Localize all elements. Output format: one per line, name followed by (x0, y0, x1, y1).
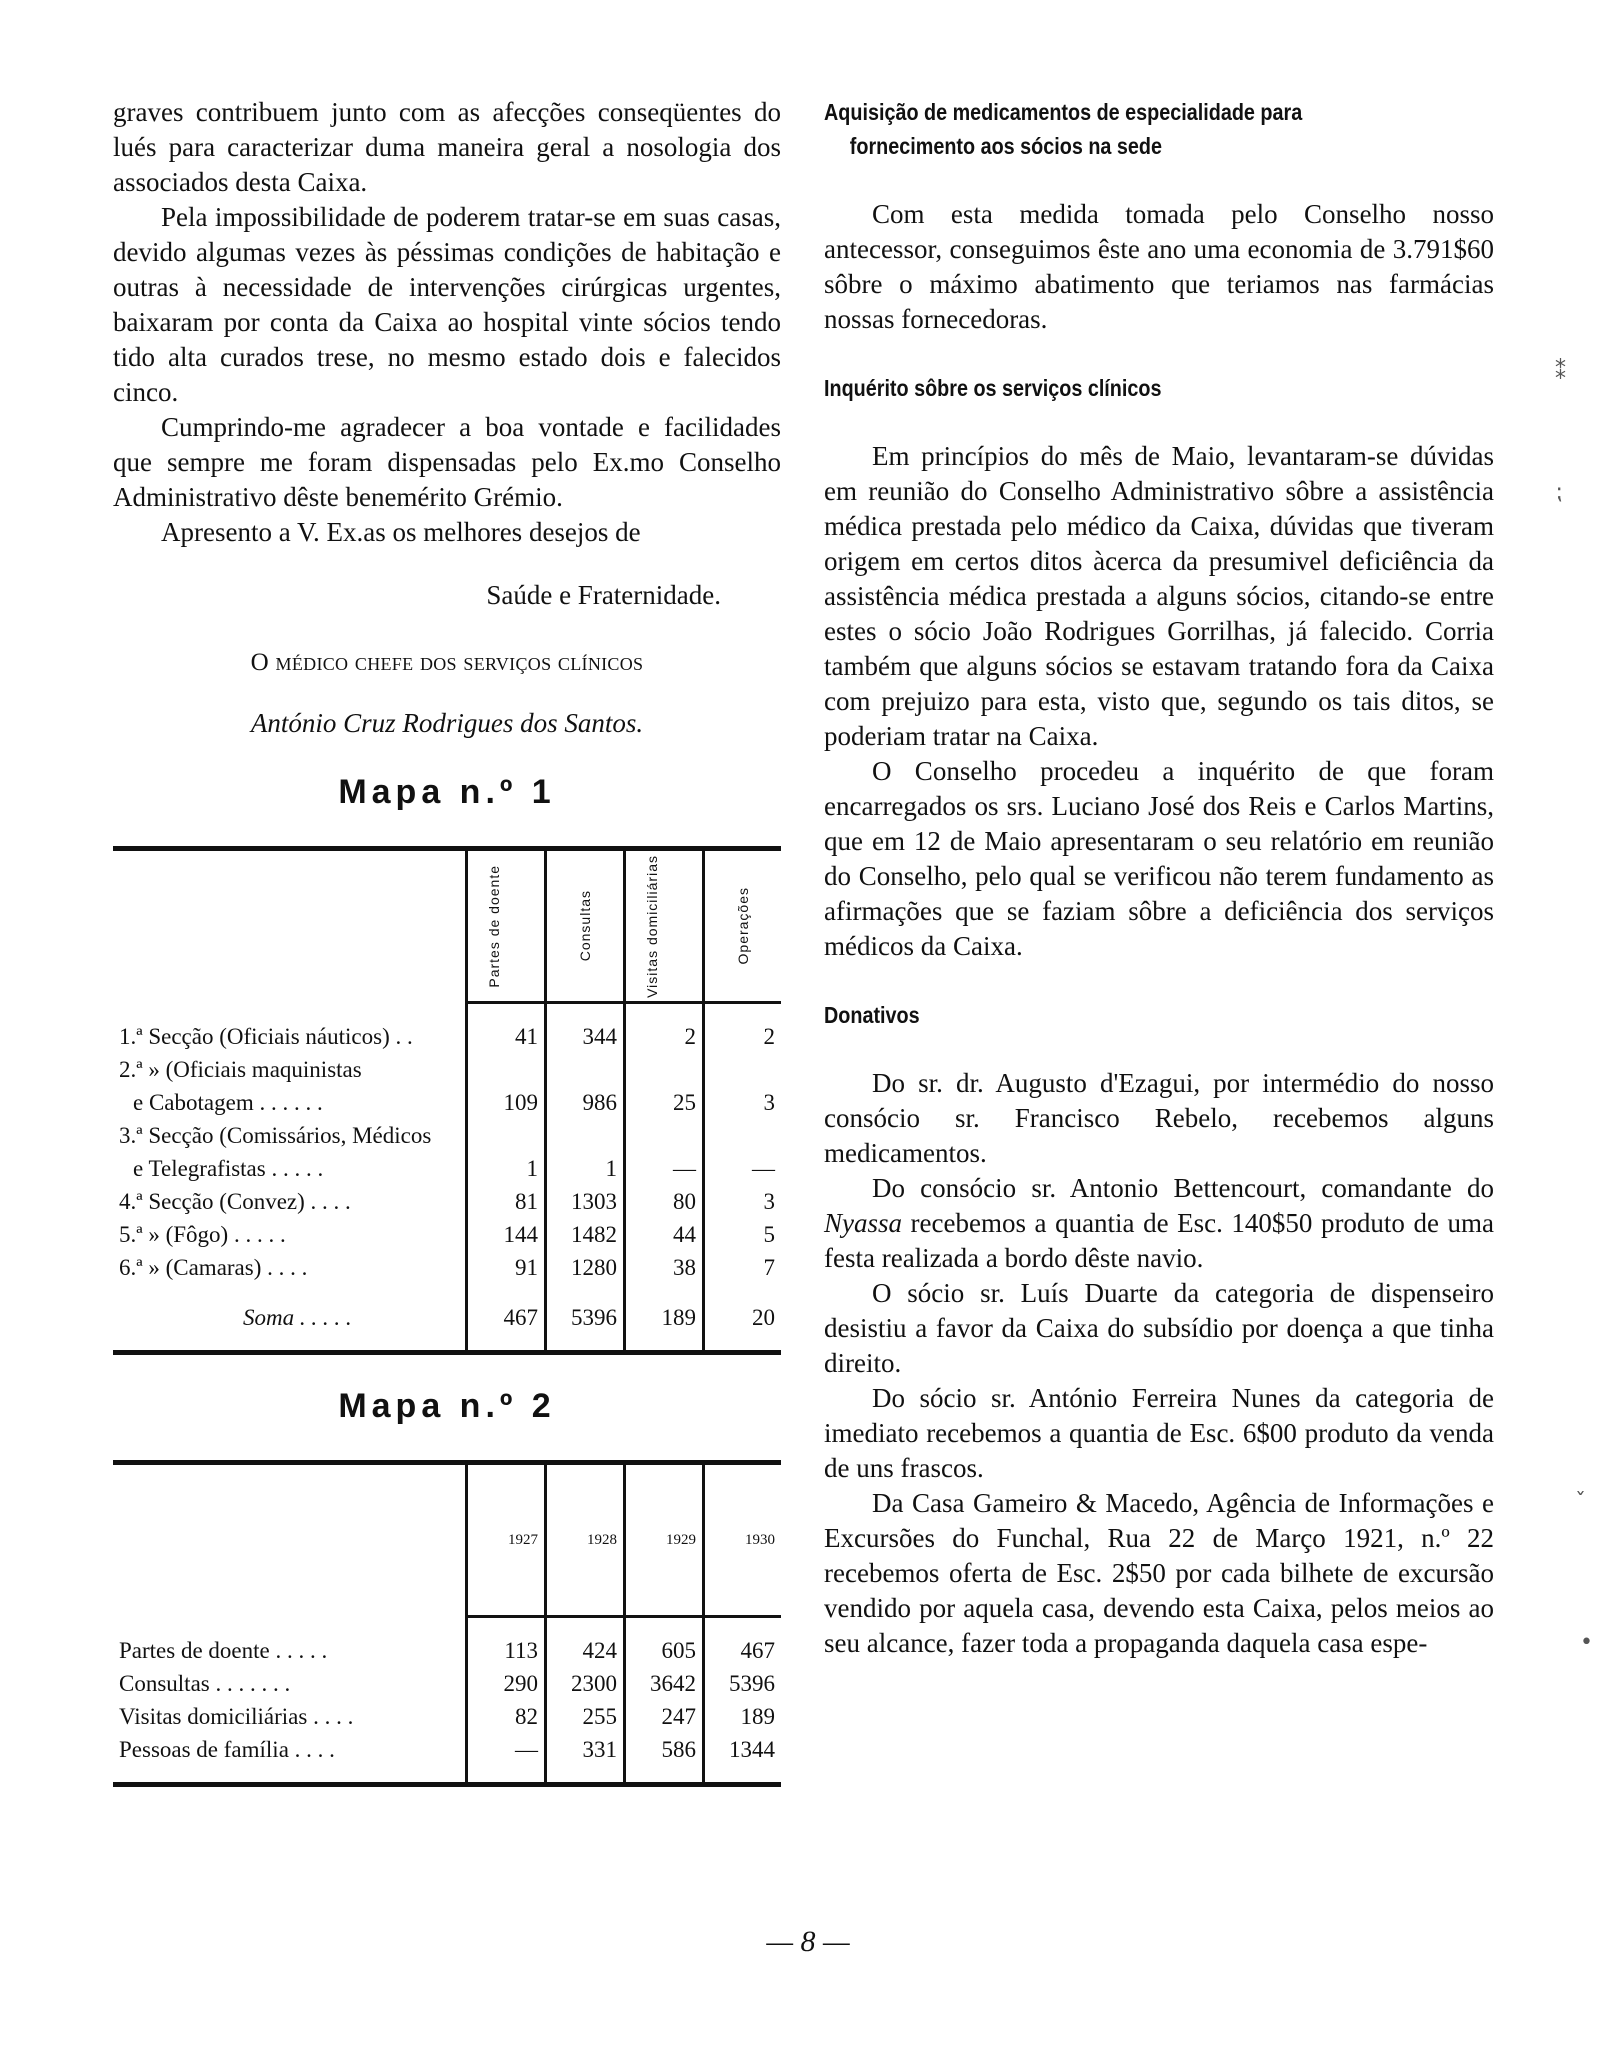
column-header-visitas: Visitas domiciliárias (644, 854, 660, 998)
row-label: 6.ª » (Camaras) . . . . (119, 1255, 308, 1280)
paragraph: Do sócio sr. António Ferreira Nunes da categoria de imediato recebemos a quantia de Esc. 6$00 produto da venda de uns frascos. (824, 1383, 1494, 1483)
text: Do consócio sr. Antonio Bettencourt, comandante do (872, 1173, 1494, 1203)
row-label: Visitas domiciliárias . . . . (119, 1704, 354, 1729)
cell: 91 (467, 1251, 546, 1284)
signer-title: O médico chefe dos serviços clínicos (250, 649, 644, 676)
row-label-cont: e Telegrafistas . . . . . (133, 1156, 324, 1181)
cell: 331 (546, 1733, 625, 1766)
section-heading-donativos: Donativos (824, 1002, 920, 1028)
cell: 41 (467, 1020, 546, 1053)
cell: — (625, 1152, 704, 1185)
total-cell: 467 (467, 1284, 546, 1334)
table-row (113, 1733, 781, 1766)
cell: 290 (467, 1667, 546, 1700)
row-label: 2.ª » (Oficiais maquinistas (119, 1057, 362, 1082)
section-heading-aquisicao (824, 95, 1492, 163)
paragraph: Do sr. dr. Augusto d'Ezagui, por intermédio do nosso consócio sr. Francisco Rebelo, recebemos alguns medicamentos. (824, 1068, 1494, 1168)
column-header (625, 849, 704, 1003)
cell: 2 (704, 1020, 782, 1053)
row-label: Pessoas de família . . . . (119, 1737, 335, 1762)
cell: 144 (467, 1218, 546, 1251)
cell: 3 (704, 1185, 782, 1218)
cell: 586 (625, 1733, 704, 1766)
signer-name: António Cruz Rodrigues dos Santos. (250, 708, 644, 738)
row-label: 1.ª Secção (Oficiais náuticos) . . (119, 1024, 413, 1049)
header-blank (113, 1463, 467, 1617)
cell: 7 (704, 1251, 782, 1284)
row-label: 5.ª » (Fôgo) . . . . . (119, 1222, 286, 1247)
row-label: 3.ª Secção (Comissários, Médicos (119, 1123, 432, 1148)
mapa2-table (113, 1460, 781, 1787)
cell: 109 (467, 1086, 546, 1119)
cell: 1344 (704, 1733, 782, 1766)
right-column (824, 95, 1494, 1661)
cell: 2 (625, 1020, 704, 1053)
cell: — (467, 1733, 546, 1766)
column-header (546, 849, 625, 1003)
spacer-row (113, 1334, 781, 1353)
heading-line: Aquisição de medicamentos de especialidade para (824, 99, 1303, 125)
row-label: Consultas . . . . . . . (119, 1671, 291, 1696)
cell: 38 (625, 1251, 704, 1284)
cell: 113 (467, 1634, 546, 1667)
table-header-row (113, 1463, 781, 1617)
row-label: 4.ª Secção (Convez) . . . . (119, 1189, 351, 1214)
paragraph: Da Casa Gameiro & Macedo, Agência de Informações e Excursões do Funchal, Rua 22 de Março 1921, n.º 22 recebemos oferta de Esc. 2$50 por cada bilhete de excursão vendido por aquela casa, devendo esta Caixa, pelos meios ao seu alcance, fazer toda a propaganda daquela casa espe- (824, 1488, 1494, 1658)
left-column (113, 95, 781, 1787)
column-header-operacoes: Operações (734, 887, 751, 965)
text: recebemos a quantia de Esc. 140$50 produto de uma festa realizada a bordo dêste navio. (824, 1208, 1494, 1273)
ship-name: Nyassa (824, 1208, 903, 1238)
cell: 82 (467, 1700, 546, 1733)
cell: 5396 (704, 1667, 782, 1700)
closing-salutation: Saúde e Fraternidade. (486, 580, 721, 610)
section-heading-inquerito: Inquérito sôbre os serviços clínicos (824, 375, 1162, 401)
table-total-row (113, 1284, 781, 1334)
column-header-consultas: Consultas (576, 890, 593, 962)
cell: 1 (467, 1152, 546, 1185)
spacer-row (113, 1003, 781, 1021)
heading-line: fornecimento aos sócios na sede (849, 133, 1162, 159)
table-row (113, 1700, 781, 1733)
column-header-1930: 1930 (704, 1463, 782, 1617)
cell: 247 (625, 1700, 704, 1733)
table-row (113, 1218, 781, 1251)
paragraph: O sócio sr. Luís Duarte da categoria de dispenseiro desistiu a favor da Caixa do subsídio por doença a que tinha direito. (824, 1278, 1494, 1378)
cell: 5 (704, 1218, 782, 1251)
spacer-row (113, 1766, 781, 1785)
scan-artifact-icon: • (1580, 1630, 1593, 1655)
column-header (467, 849, 546, 1003)
cell: 467 (704, 1634, 782, 1667)
table-row (113, 1053, 781, 1086)
cell: 1303 (546, 1185, 625, 1218)
spacer-row (113, 1617, 781, 1635)
paragraph (824, 1171, 1494, 1276)
cell: 80 (625, 1185, 704, 1218)
mapa2-title: Mapa n.º 2 (338, 1387, 556, 1425)
paragraph: Apresento a V. Ex.as os melhores desejos de (161, 517, 641, 547)
total-cell: 20 (704, 1284, 782, 1334)
cell: 255 (546, 1700, 625, 1733)
column-header (704, 849, 782, 1003)
paragraph: Com esta medida tomada pelo Conselho nosso antecessor, conseguimos êste ano uma economia de 3.791$60 sôbre o máximo abatimento que teriamos nas farmácias nossas fornecedoras. (824, 199, 1494, 334)
cell: 1482 (546, 1218, 625, 1251)
cell: 344 (546, 1020, 625, 1053)
column-header-1927: 1927 (467, 1463, 546, 1617)
header-blank (113, 849, 467, 1003)
total-label: Soma . . . . . (243, 1305, 352, 1330)
paragraph: Em princípios do mês de Maio, levantaram-se dúvidas em reunião do Conselho Administrativo sôbre a assistência médica prestada pelo médico da Caixa, dúvidas que tiveram origem em certos ditos àcerca da presumivel deficiência da assistência médica prestada a alguns sócios, citando-se entre estes o sócio João Rodrigues Gorrilhas, já falecido. Corria também que alguns sócios se estavam tratando fora da Caixa com prejuizo para esta, visto que, segundo os tais ditos, se poderiam tratar na Caixa. (824, 441, 1494, 751)
cell: 3 (704, 1086, 782, 1119)
mapa1-title: Mapa n.º 1 (338, 773, 556, 811)
paragraph: Cumprindo-me agradecer a boa vontade e facilidades que sempre me foram dispensadas pelo Ex.mo Conselho Administrativo dêste benemérito Grémio. (113, 412, 781, 512)
table-row (113, 1086, 781, 1119)
cell: 605 (625, 1634, 704, 1667)
table-row (113, 1020, 781, 1053)
cell: 1280 (546, 1251, 625, 1284)
scan-artifact-icon: ⁑ (1555, 360, 1566, 385)
cell: 44 (625, 1218, 704, 1251)
total-cell: 189 (625, 1284, 704, 1334)
mapa1-table (113, 846, 781, 1355)
cell: 986 (546, 1086, 625, 1119)
paragraph: graves contribuem junto com as afecções conseqüentes do lués para caracterizar duma maneira geral a nosologia dos associados desta Caixa. (113, 97, 781, 197)
scan-artifact-icon: ˇ (1575, 1490, 1586, 1515)
cell: 2300 (546, 1667, 625, 1700)
column-header-partes: Partes de doente (486, 864, 502, 988)
row-label-cont: e Cabotagem . . . . . . (133, 1090, 323, 1115)
cell: 424 (546, 1634, 625, 1667)
table-row (113, 1119, 781, 1152)
table-row (113, 1667, 781, 1700)
table-header-row (113, 849, 781, 1003)
cell: — (704, 1152, 782, 1185)
total-cell: 5396 (546, 1284, 625, 1334)
cell: 81 (467, 1185, 546, 1218)
table-row (113, 1251, 781, 1284)
cell: 1 (546, 1152, 625, 1185)
cell: 3642 (625, 1667, 704, 1700)
scan-artifact-icon: ⁏ (1555, 480, 1563, 505)
cell: 189 (704, 1700, 782, 1733)
row-label: Partes de doente . . . . . (119, 1638, 328, 1663)
table-row (113, 1185, 781, 1218)
cell: 25 (625, 1086, 704, 1119)
column-header-1928: 1928 (546, 1463, 625, 1617)
paragraph: O Conselho procedeu a inquérito de que foram encarregados os srs. Luciano José dos Reis e Carlos Martins, que em 12 de Maio apresentaram o seu relatório em reunião do Conselho, pelo qual se verificou não terem fundamento as afirmações que se faziam sôbre a deficiência dos serviços médicos da Caixa. (824, 756, 1494, 961)
table-row (113, 1152, 781, 1185)
page-number: — 8 — (766, 1925, 850, 1958)
column-header-1929: 1929 (625, 1463, 704, 1617)
paragraph: Pela impossibilidade de poderem tratar-se em suas casas, devido algumas vezes às péssimas condições de habitação e outras à necessidade de intervenções cirúrgicas urgentes, baixaram por conta da Caixa ao hospital vinte sócios tendo tido alta curados trese, no mesmo estado dois e falecidos cinco. (113, 202, 781, 407)
table-row (113, 1634, 781, 1667)
